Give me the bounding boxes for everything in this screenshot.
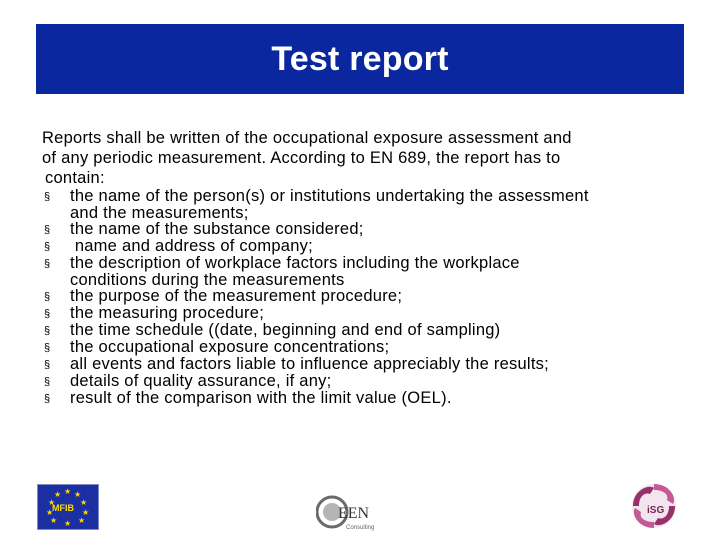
star-icon: ★ <box>74 490 82 499</box>
star-icon: ★ <box>64 487 72 496</box>
bullet-item <box>42 188 682 221</box>
bullet-icon: § <box>44 241 51 253</box>
bullet-icon: § <box>44 308 51 320</box>
bullet-text: name and address of company; <box>70 237 313 255</box>
bullet-text: result of the comparison with the limit value (OEL). <box>70 389 452 407</box>
star-icon: ★ <box>50 516 58 525</box>
bullet-item <box>42 288 682 305</box>
intro-line-1: Reports shall be written of the occupational exposure assessment and <box>42 129 572 147</box>
bullet-item <box>42 238 682 255</box>
bullet-icon: § <box>44 291 51 303</box>
slide-body <box>42 128 682 407</box>
star-icon: ★ <box>48 498 56 507</box>
ceen-logo <box>316 492 394 532</box>
eu-logo-text: MFIB <box>52 503 74 513</box>
bullet-text: the occupational exposure concentrations; <box>70 338 390 356</box>
bullet-icon: § <box>44 342 51 354</box>
star-icon: ★ <box>46 508 54 517</box>
star-icon: ★ <box>78 516 86 525</box>
star-icon: ★ <box>54 490 62 499</box>
bullet-item <box>42 305 682 322</box>
svg-text:EEN: EEN <box>338 505 370 522</box>
bullet-text: the name of the person(s) or institutions undertaking the assessment <box>70 187 589 205</box>
bullet-text-continued: and the measurements; <box>70 204 249 222</box>
title-bar <box>36 24 684 94</box>
slide-title: Test report <box>271 39 449 78</box>
bullet-text: the purpose of the measurement procedure; <box>70 287 403 305</box>
star-icon: ★ <box>64 519 72 528</box>
bullet-text-continued: conditions during the measurements <box>70 271 345 289</box>
bullet-text: all events and factors liable to influence appreciably the results; <box>70 355 550 373</box>
bullet-text: the measuring procedure; <box>70 304 265 322</box>
bullet-item <box>42 255 682 288</box>
bullet-text: the name of the substance considered; <box>70 220 364 238</box>
isg-logo <box>623 478 685 532</box>
bullet-icon: § <box>44 393 51 405</box>
star-icon: ★ <box>82 508 90 517</box>
bullet-item <box>42 356 682 373</box>
bullet-item <box>42 373 682 390</box>
bullet-list <box>42 188 682 407</box>
bullet-icon: § <box>44 191 51 203</box>
intro-line-2: of any periodic measurement. According to EN 689, the report has to <box>42 149 561 167</box>
eu-logo <box>37 484 99 530</box>
bullet-item <box>42 322 682 339</box>
intro-line-3: contain: <box>45 169 105 187</box>
bullet-icon: § <box>44 258 51 270</box>
bullet-text: details of quality assurance, if any; <box>70 372 332 390</box>
bullet-icon: § <box>44 325 51 337</box>
bullet-item <box>42 339 682 356</box>
bullet-text: the description of workplace factors including the workplace <box>70 254 520 272</box>
bullet-text: the time schedule ((date, beginning and end of sampling) <box>70 321 501 339</box>
svg-text:iSG: iSG <box>647 505 665 516</box>
star-icon: ★ <box>80 498 88 507</box>
bullet-icon: § <box>44 224 51 236</box>
bullet-item <box>42 221 682 238</box>
bullet-icon: § <box>44 359 51 371</box>
svg-text:Consulting: Consulting <box>346 525 375 531</box>
bullet-icon: § <box>44 376 51 388</box>
bullet-item <box>42 390 682 407</box>
